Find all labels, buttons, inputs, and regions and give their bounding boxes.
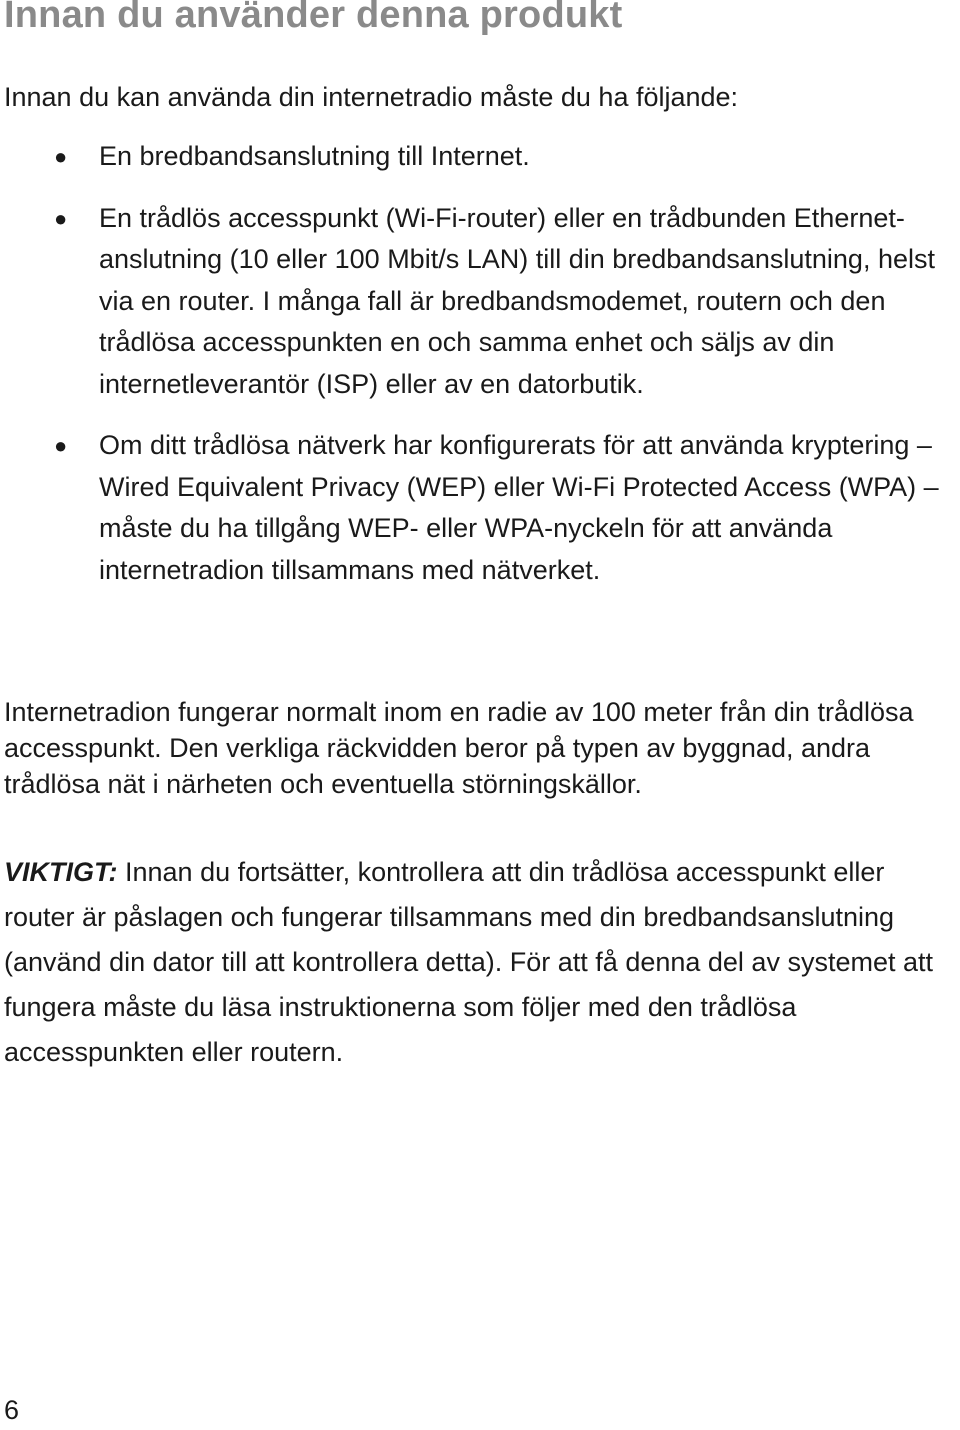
intro-text: Innan du kan använda din internetradio måste du ha följande:	[4, 82, 739, 112]
list-item-text: En bredbandsanslutning till Internet.	[99, 141, 530, 171]
page-heading: Innan du använder denna produkt	[4, 0, 623, 36]
list-item	[4, 425, 960, 591]
page-number: 6	[4, 1395, 20, 1425]
bullet-icon: ●	[54, 205, 68, 231]
list-item-text: En trådlös accesspunkt (Wi-Fi-router) eller en trådbunden Ethernet-anslutning (10 eller 100 Mbit/s LAN) till din bredbandsanslutning, helst via en router. I många fall är bredbandsmodemet, routern och den trådlösa accesspunkten en och samma enhet och säljs av din internetleverantör (ISP) eller av en datorbutik.	[99, 202, 935, 399]
bullet-icon: ●	[54, 144, 68, 169]
important-text: Innan du fortsätter, kontrollera att din trådlösa accesspunkt eller router är påslagen och fungerar tillsammans med din bredbandsanslutning (använd din dator till att kontrollera detta). För att få denna del av systemet att fungera måste du läsa instruktionerna som följer med den trådlösa accesspunkten eller routern.	[4, 857, 933, 1067]
bullet-icon: ●	[54, 433, 68, 458]
list-item	[4, 136, 960, 178]
important-note	[4, 850, 954, 1075]
requirements-list	[4, 136, 960, 591]
range-paragraph: Internetradion fungerar normalt inom en radie av 100 meter från din trådlösa accesspunkt. Den verkliga räckvidden beror på typen av byggnad, andra trådlösa nät i närheten och eventuella störningskällor.	[4, 697, 914, 799]
list-item	[4, 198, 960, 406]
list-item-text: Om ditt trådlösa nätverk har konfigurerats för att använda kryptering – Wired Equivalent Privacy (WEP) eller Wi-Fi Protected Access (WPA) – måste du ha tillgång WEP- eller WPA-nyckeln för att använda internetradion tillsammans med nätverket.	[99, 430, 939, 585]
important-label: VIKTIGT:	[4, 857, 118, 887]
